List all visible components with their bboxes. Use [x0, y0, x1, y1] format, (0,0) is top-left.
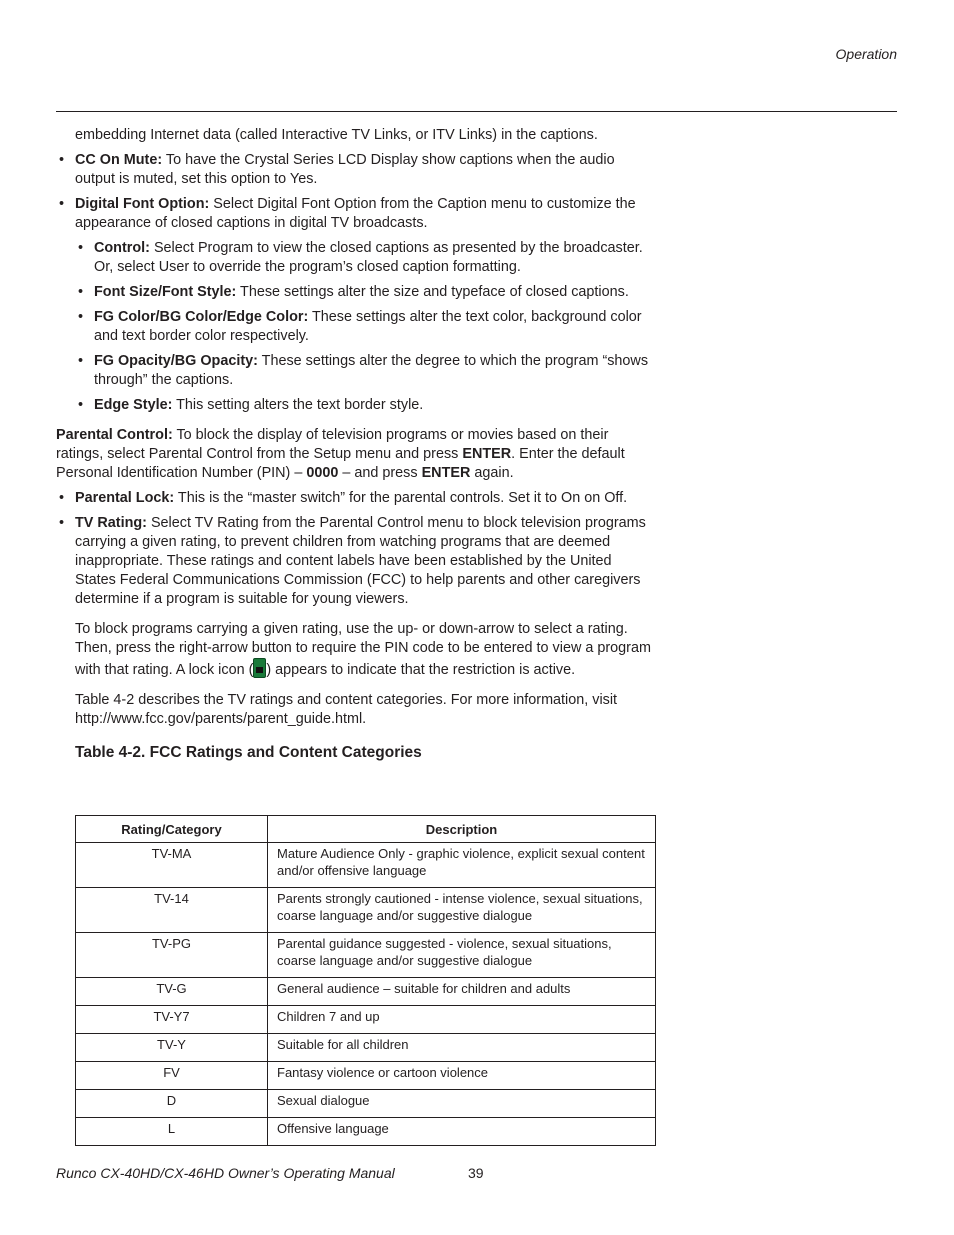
table-caption: Table 4-2. FCC Ratings and Content Categories [75, 744, 422, 761]
bullet-cc-on-mute: • CC On Mute: To have the Crystal Series LCD Display show captions when the audio output is muted, set this option to Yes. [59, 152, 615, 187]
description-cell: Parental guidance suggested - violence, sexual situations, coarse language and/or suggestive dialogue [268, 933, 656, 978]
description-cell: Offensive language [268, 1118, 656, 1146]
bullet-tv-rating: • TV Rating: Select TV Rating from the Parental Control menu to block television programs carrying a given rating, to prevent children from watching programs that are deemed inappropriate. These ratings and content labels have been established by the United States Federal Communications Commission (FCC) to help parents and other caregivers determine if a program is suitable for young viewers. [59, 515, 646, 607]
rating-cell: L [76, 1118, 268, 1146]
continued-text: embedding Internet data (called Interactive TV Links, or ITV Links) in the captions. [75, 127, 598, 143]
rating-cell: TV-Y7 [76, 1006, 268, 1034]
block-programs-paragraph: To block programs carrying a given rating, use the up- or down-arrow to select a rating. Then, press the right-arrow button to require the PIN code to be entered to view a program with that rating. A lock icon ( ) appears to indicate that the restriction is active. [75, 621, 651, 678]
page-content [56, 126, 656, 762]
description-cell: Parents strongly cautioned - intense violence, sexual situations, coarse language and/or suggestive dialogue [268, 888, 656, 933]
rating-cell: TV-G [76, 978, 268, 1006]
header-rating: Rating/Category [76, 816, 268, 843]
description-cell: Mature Audience Only - graphic violence, explicit sexual content and/or offensive language [268, 843, 656, 888]
table-row [76, 1034, 656, 1062]
table-row [76, 1006, 656, 1034]
table-row [76, 1118, 656, 1146]
rating-cell: TV-14 [76, 888, 268, 933]
table-row [76, 933, 656, 978]
table-row [76, 1090, 656, 1118]
description-cell: Fantasy violence or cartoon violence [268, 1062, 656, 1090]
sub-bullet-fg-opacity: • FG Opacity/BG Opacity: These settings alter the degree to which the program “shows through” the captions. [78, 353, 649, 388]
bullet-parental-lock: • Parental Lock: This is the “master switch” for the parental controls. Set it to On on Off. [59, 490, 628, 506]
table-header-row [76, 816, 656, 843]
table-row [76, 1062, 656, 1090]
parental-control-paragraph: Parental Control: To block the display of television programs or movies based on their ratings, select Parental Control from the Setup menu and press ENTER. Enter the default Personal Identification Number (PIN) – 0000 – and press ENTER again. [56, 427, 625, 481]
sub-bullet-edge-style: • Edge Style: This setting alters the text border style. [78, 397, 424, 413]
sub-bullet-control: • Control: Select Program to view the closed captions as presented by the broadcaster. Or, select User to override the program’s closed caption formatting. [78, 240, 643, 275]
bullet-digital-font-option: • Digital Font Option: Select Digital Font Option from the Caption menu to customize the appearance of closed captions in digital TV broadcasts. [59, 196, 636, 231]
table-row [76, 843, 656, 888]
description-cell: Children 7 and up [268, 1006, 656, 1034]
running-header: Operation [835, 46, 897, 62]
rating-cell: D [76, 1090, 268, 1118]
fcc-ratings-table [75, 815, 656, 1146]
rating-cell: FV [76, 1062, 268, 1090]
description-cell: General audience – suitable for children and adults [268, 978, 656, 1006]
table-row [76, 978, 656, 1006]
rating-cell: TV-PG [76, 933, 268, 978]
lock-icon [253, 658, 266, 678]
rating-cell: TV-MA [76, 843, 268, 888]
table-reference-paragraph: Table 4-2 describes the TV ratings and content categories. For more information, visit http://www.fcc.gov/parents/parent_guide.html. [75, 692, 618, 727]
description-cell: Sexual dialogue [268, 1090, 656, 1118]
sub-bullet-font-size: • Font Size/Font Style: These settings alter the size and typeface of closed captions. [78, 284, 629, 300]
rating-cell: TV-Y [76, 1034, 268, 1062]
header-rule [56, 111, 897, 112]
table-row [76, 888, 656, 933]
page-number: 39 [468, 1165, 484, 1181]
description-cell: Suitable for all children [268, 1034, 656, 1062]
sub-bullet-fg-color: • FG Color/BG Color/Edge Color: These settings alter the text color, background color and text border color respectively. [78, 309, 642, 344]
header-description: Description [268, 816, 656, 843]
footer-manual-title: Runco CX-40HD/CX-46HD Owner’s Operating Manual [56, 1165, 395, 1181]
